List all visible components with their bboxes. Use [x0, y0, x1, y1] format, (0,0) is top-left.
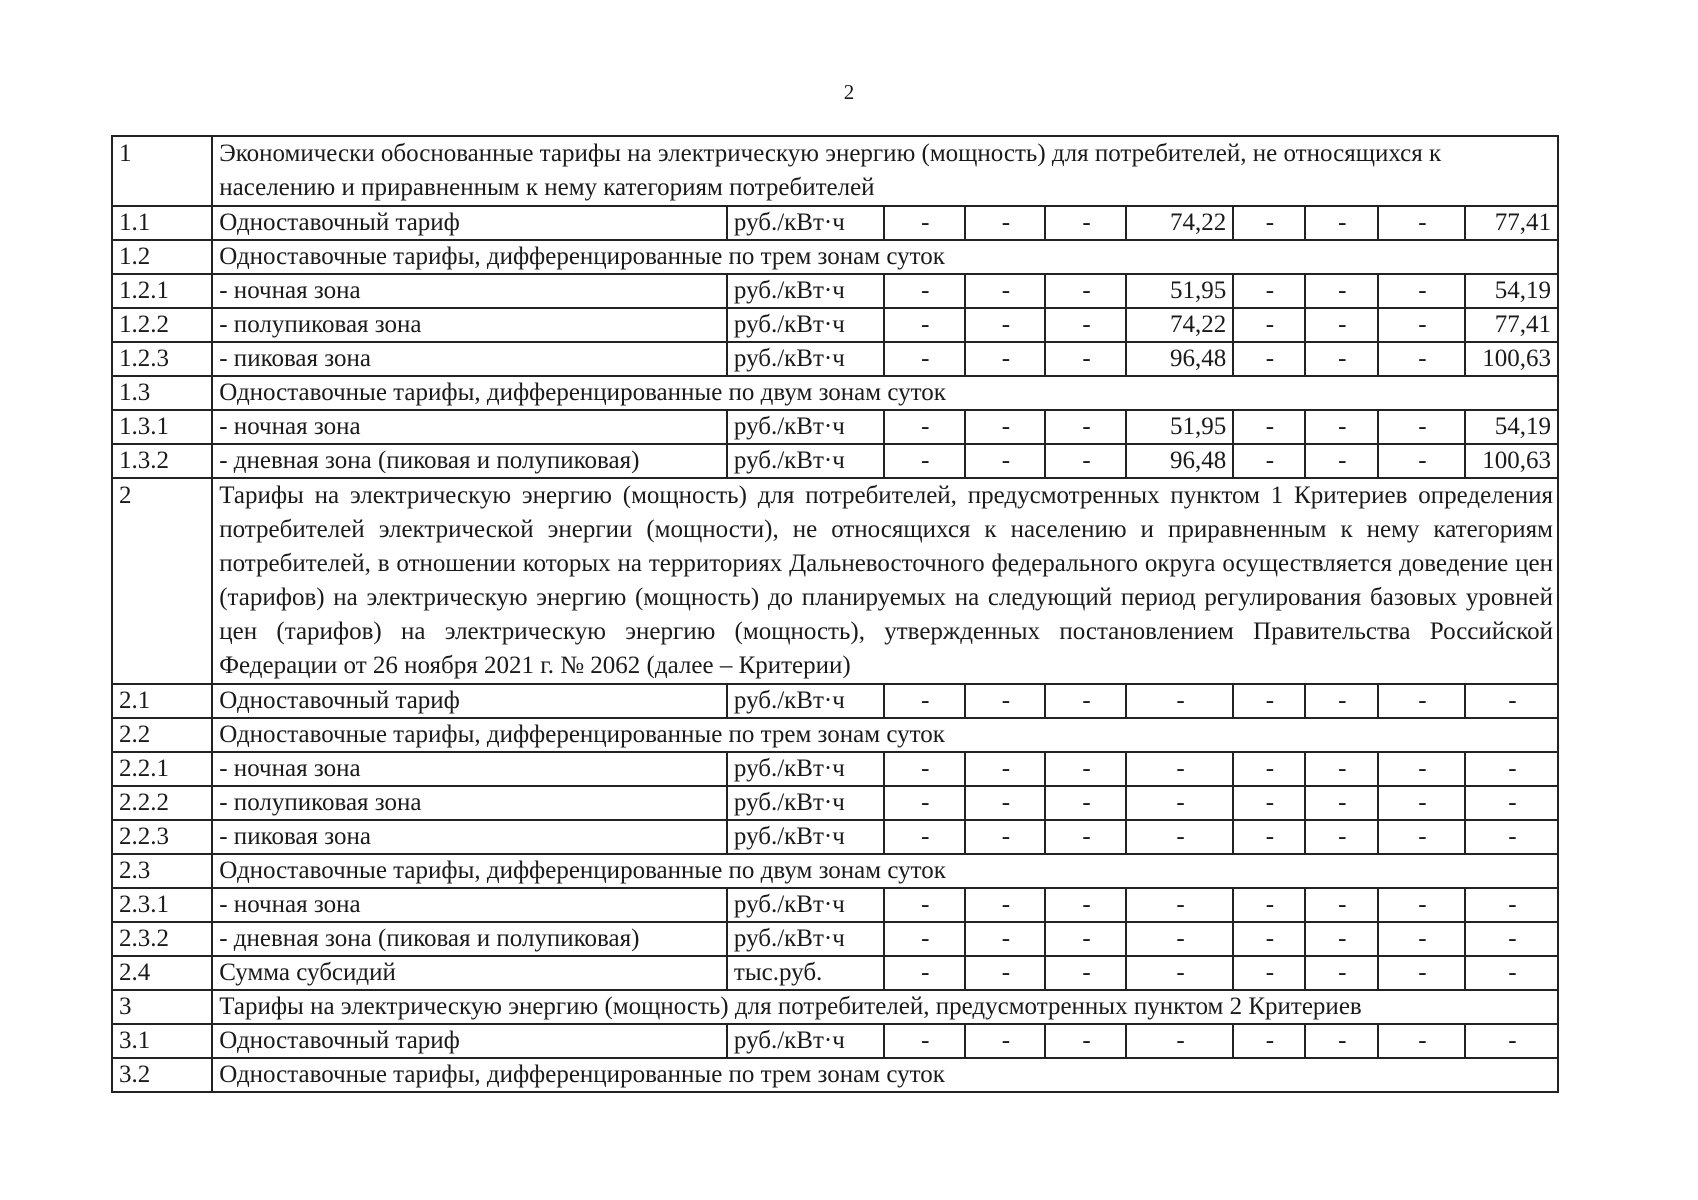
value-cell: - — [1465, 888, 1558, 922]
value-cell: - — [1305, 1024, 1378, 1058]
value-cell: - — [965, 820, 1046, 854]
table-row — [112, 274, 1558, 308]
table-row — [112, 922, 1558, 956]
value-cell: 100,63 — [1465, 444, 1558, 478]
unit-cell: руб./кВт·ч — [727, 444, 884, 478]
unit-cell: руб./кВт·ч — [727, 922, 884, 956]
section-title: Одноставочные тарифы, дифференцированные по трем зонам суток — [212, 240, 1558, 274]
row-label: - полупиковая зона — [212, 786, 727, 820]
value-cell: 77,41 — [1465, 206, 1558, 240]
value-cell: - — [1465, 684, 1558, 718]
value-cell: - — [965, 752, 1046, 786]
table-row — [112, 206, 1558, 240]
value-cell: - — [884, 786, 965, 820]
value-cell: - — [1233, 956, 1304, 990]
row-number: 2.2 — [112, 718, 212, 752]
row-label: Одноставочный тариф — [212, 684, 727, 718]
value-cell: - — [1233, 1024, 1304, 1058]
value-cell: - — [1045, 956, 1126, 990]
unit-cell: руб./кВт·ч — [727, 308, 884, 342]
tariff-table — [111, 135, 1559, 1093]
value-cell: - — [884, 752, 965, 786]
value-cell: - — [1045, 752, 1126, 786]
value-cell: - — [1378, 956, 1465, 990]
value-cell: - — [1305, 444, 1378, 478]
value-cell: 54,19 — [1465, 274, 1558, 308]
value-cell: - — [1305, 342, 1378, 376]
section-row — [112, 240, 1558, 274]
row-number: 1.2.1 — [112, 274, 212, 308]
value-cell: - — [1126, 820, 1233, 854]
value-cell: - — [965, 922, 1046, 956]
unit-cell: руб./кВт·ч — [727, 888, 884, 922]
row-number: 2.3.2 — [112, 922, 212, 956]
section-row — [112, 478, 1558, 684]
value-cell: - — [965, 684, 1046, 718]
value-cell: - — [1045, 342, 1126, 376]
row-label: Одноставочный тариф — [212, 206, 727, 240]
row-number: 1.2 — [112, 240, 212, 274]
unit-cell: руб./кВт·ч — [727, 752, 884, 786]
value-cell: - — [1126, 956, 1233, 990]
value-cell: - — [1045, 308, 1126, 342]
unit-cell: руб./кВт·ч — [727, 410, 884, 444]
value-cell: - — [1305, 308, 1378, 342]
section-row — [112, 136, 1558, 206]
value-cell: - — [1305, 956, 1378, 990]
value-cell: - — [1305, 206, 1378, 240]
value-cell: - — [884, 206, 965, 240]
table-row — [112, 820, 1558, 854]
value-cell: - — [884, 444, 965, 478]
value-cell: - — [1378, 1024, 1465, 1058]
value-cell: 74,22 — [1126, 308, 1233, 342]
row-number: 2.3 — [112, 854, 212, 888]
value-cell: 96,48 — [1126, 444, 1233, 478]
value-cell: - — [884, 956, 965, 990]
value-cell: - — [884, 922, 965, 956]
row-number: 2.2.1 — [112, 752, 212, 786]
value-cell: - — [1045, 410, 1126, 444]
row-number: 1 — [112, 136, 212, 206]
value-cell: - — [965, 410, 1046, 444]
row-label: - пиковая зона — [212, 820, 727, 854]
section-row — [112, 990, 1558, 1024]
value-cell: - — [1378, 684, 1465, 718]
table-row — [112, 342, 1558, 376]
section-row — [112, 376, 1558, 410]
section-row — [112, 718, 1558, 752]
row-label: Сумма субсидий — [212, 956, 727, 990]
section-title: Одноставочные тарифы, дифференцированные по трем зонам суток — [212, 1058, 1558, 1092]
value-cell: - — [1305, 410, 1378, 444]
value-cell: - — [1045, 786, 1126, 820]
value-cell: - — [884, 888, 965, 922]
value-cell: - — [1378, 752, 1465, 786]
row-label: - полупиковая зона — [212, 308, 727, 342]
row-number: 3 — [112, 990, 212, 1024]
row-label: - ночная зона — [212, 274, 727, 308]
value-cell: - — [1126, 922, 1233, 956]
value-cell: - — [965, 1024, 1046, 1058]
value-cell: - — [1233, 922, 1304, 956]
value-cell: - — [1305, 888, 1378, 922]
value-cell: - — [1305, 820, 1378, 854]
row-number: 1.3.1 — [112, 410, 212, 444]
row-number: 2.2.2 — [112, 786, 212, 820]
value-cell: - — [965, 206, 1046, 240]
row-label: - дневная зона (пиковая и полупиковая) — [212, 444, 727, 478]
value-cell: - — [1465, 752, 1558, 786]
table-row — [112, 308, 1558, 342]
value-cell: - — [1045, 922, 1126, 956]
section-title: Одноставочные тарифы, дифференцированные по двум зонам суток — [212, 376, 1558, 410]
row-number: 2.4 — [112, 956, 212, 990]
table-row — [112, 786, 1558, 820]
unit-cell: руб./кВт·ч — [727, 206, 884, 240]
table-row — [112, 410, 1558, 444]
value-cell: - — [884, 274, 965, 308]
value-cell: - — [965, 308, 1046, 342]
row-label: Одноставочный тариф — [212, 1024, 727, 1058]
row-number: 2.2.3 — [112, 820, 212, 854]
value-cell: - — [1305, 752, 1378, 786]
value-cell: 51,95 — [1126, 410, 1233, 444]
row-number: 1.3.2 — [112, 444, 212, 478]
value-cell: - — [965, 444, 1046, 478]
unit-cell: руб./кВт·ч — [727, 786, 884, 820]
value-cell: - — [965, 274, 1046, 308]
unit-cell: руб./кВт·ч — [727, 1024, 884, 1058]
unit-cell: тыс.руб. — [727, 956, 884, 990]
value-cell: - — [965, 342, 1046, 376]
value-cell: 96,48 — [1126, 342, 1233, 376]
value-cell: - — [965, 956, 1046, 990]
value-cell: - — [1233, 308, 1304, 342]
value-cell: - — [884, 342, 965, 376]
row-number: 2 — [112, 478, 212, 684]
value-cell: - — [1045, 684, 1126, 718]
row-label: - ночная зона — [212, 410, 727, 444]
value-cell: - — [1233, 752, 1304, 786]
row-label: - дневная зона (пиковая и полупиковая) — [212, 922, 727, 956]
value-cell: - — [1045, 888, 1126, 922]
table-row — [112, 888, 1558, 922]
value-cell: - — [1233, 410, 1304, 444]
value-cell: - — [1045, 274, 1126, 308]
value-cell: - — [884, 820, 965, 854]
value-cell: - — [1045, 444, 1126, 478]
value-cell: - — [1045, 1024, 1126, 1058]
section-title: Экономически обоснованные тарифы на электрическую энергию (мощность) для потребителей, не относящихся к населению и приравненным к нему категориям потребителей — [212, 136, 1558, 206]
unit-cell: руб./кВт·ч — [727, 342, 884, 376]
value-cell: - — [1305, 922, 1378, 956]
value-cell: - — [1233, 820, 1304, 854]
row-number: 2.1 — [112, 684, 212, 718]
value-cell: - — [1233, 444, 1304, 478]
table-row — [112, 684, 1558, 718]
table-row — [112, 1024, 1558, 1058]
value-cell: - — [1233, 888, 1304, 922]
row-number: 1.2.2 — [112, 308, 212, 342]
value-cell: - — [1378, 444, 1465, 478]
unit-cell: руб./кВт·ч — [727, 684, 884, 718]
value-cell: - — [1465, 786, 1558, 820]
section-row — [112, 854, 1558, 888]
unit-cell: руб./кВт·ч — [727, 820, 884, 854]
value-cell: - — [1233, 786, 1304, 820]
value-cell: 54,19 — [1465, 410, 1558, 444]
value-cell: - — [884, 410, 965, 444]
value-cell: - — [1305, 786, 1378, 820]
row-number: 3.2 — [112, 1058, 212, 1092]
value-cell: - — [1378, 342, 1465, 376]
value-cell: - — [1465, 1024, 1558, 1058]
section-title: Тарифы на электрическую энергию (мощность) для потребителей, предусмотренных пунктом 2 Критериев — [212, 990, 1558, 1024]
value-cell: - — [1465, 956, 1558, 990]
value-cell: - — [1378, 206, 1465, 240]
value-cell: - — [1233, 206, 1304, 240]
value-cell: 100,63 — [1465, 342, 1558, 376]
row-number: 1.2.3 — [112, 342, 212, 376]
section-title: Тарифы на электрическую энергию (мощность) для потребителей, предусмотренных пунктом 1 Критериев определения потребителей электрической энергии (мощности), не относящихся к населению и приравненным к нему категориям потребителей, в отношении которых на территориях Дальневосточного федерального округа осуществляется доведение цен (тарифов) на электрическую энергию (мощность) до планируемых на следующий период регулирования базовых уровней цен (тарифов) на электрическую энергию (мощность), утвержденных постановлением Правительства Российской Федерации от 26 ноября 2021 г. № 2062 (далее – Критерии) — [212, 478, 1558, 684]
value-cell: - — [884, 308, 965, 342]
section-title: Одноставочные тарифы, дифференцированные по трем зонам суток — [212, 718, 1558, 752]
row-label: - ночная зона — [212, 888, 727, 922]
value-cell: - — [1233, 342, 1304, 376]
value-cell: - — [1378, 786, 1465, 820]
value-cell: 51,95 — [1126, 274, 1233, 308]
value-cell: - — [1233, 684, 1304, 718]
table-row — [112, 752, 1558, 786]
section-row — [112, 1058, 1558, 1092]
value-cell: - — [1233, 274, 1304, 308]
value-cell: - — [1126, 752, 1233, 786]
value-cell: - — [1378, 410, 1465, 444]
page-number: 2 — [843, 80, 855, 104]
value-cell: 74,22 — [1126, 206, 1233, 240]
value-cell: - — [1045, 820, 1126, 854]
table-body — [112, 136, 1558, 1092]
value-cell: 77,41 — [1465, 308, 1558, 342]
row-number: 3.1 — [112, 1024, 212, 1058]
value-cell: - — [1378, 308, 1465, 342]
row-label: - ночная зона — [212, 752, 727, 786]
value-cell: - — [1045, 206, 1126, 240]
section-title: Одноставочные тарифы, дифференцированные по двум зонам суток — [212, 854, 1558, 888]
value-cell: - — [1378, 274, 1465, 308]
value-cell: - — [1126, 684, 1233, 718]
value-cell: - — [1126, 786, 1233, 820]
value-cell: - — [965, 786, 1046, 820]
value-cell: - — [1305, 274, 1378, 308]
value-cell: - — [1378, 820, 1465, 854]
row-number: 1.3 — [112, 376, 212, 410]
value-cell: - — [1465, 922, 1558, 956]
value-cell: - — [1465, 820, 1558, 854]
table-row — [112, 444, 1558, 478]
value-cell: - — [1378, 922, 1465, 956]
value-cell: - — [965, 888, 1046, 922]
row-number: 1.1 — [112, 206, 212, 240]
value-cell: - — [1126, 888, 1233, 922]
unit-cell: руб./кВт·ч — [727, 274, 884, 308]
row-number: 2.3.1 — [112, 888, 212, 922]
value-cell: - — [1305, 684, 1378, 718]
value-cell: - — [884, 1024, 965, 1058]
value-cell: - — [1378, 888, 1465, 922]
row-label: - пиковая зона — [212, 342, 727, 376]
value-cell: - — [1126, 1024, 1233, 1058]
table-row — [112, 956, 1558, 990]
value-cell: - — [884, 684, 965, 718]
